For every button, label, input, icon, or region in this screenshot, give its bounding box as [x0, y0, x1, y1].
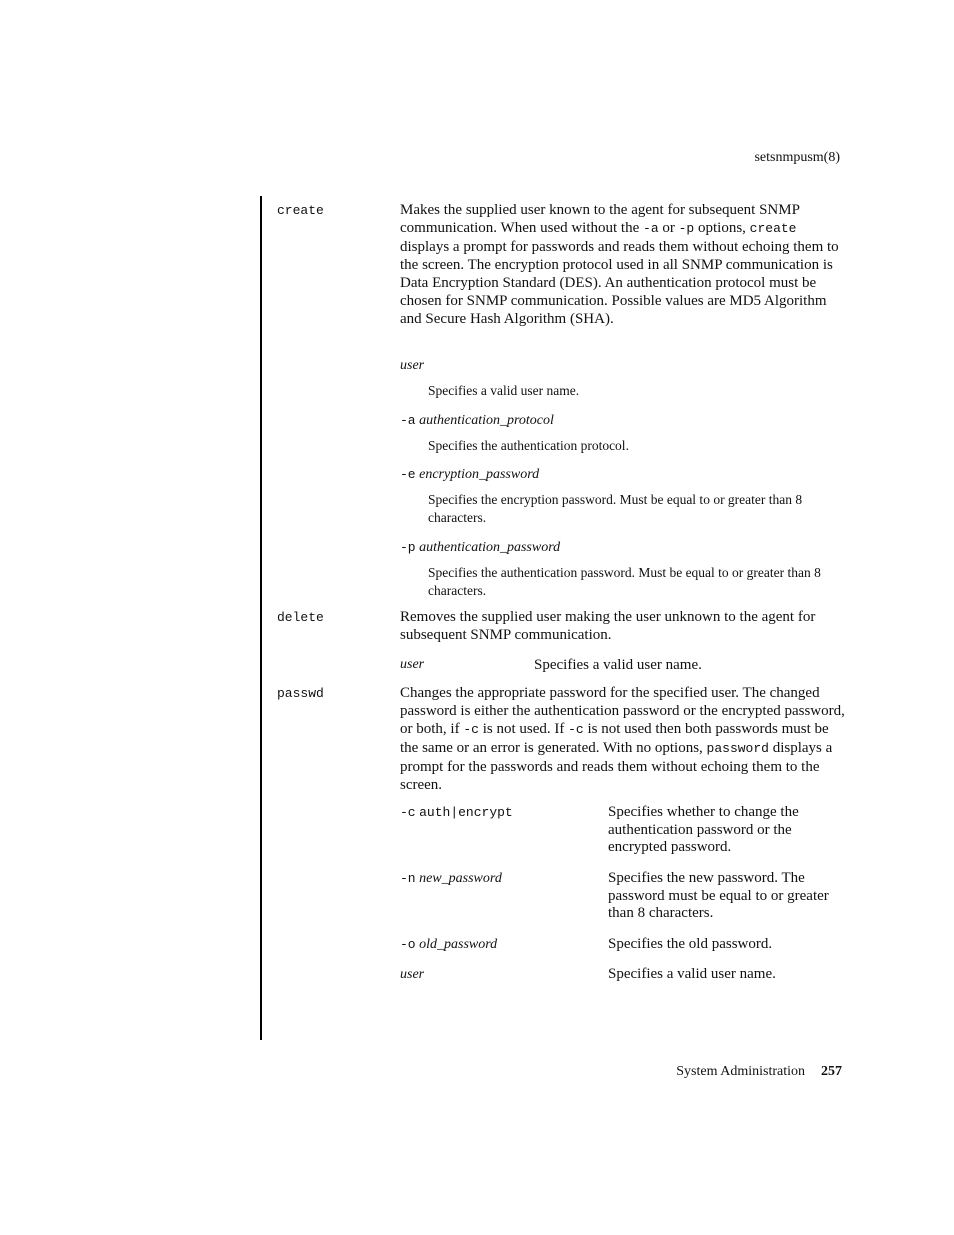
create-description: Makes the supplied user known to the agent for subsequent SNMP communication. When used without the -a or -p options, create displays a prompt for passwords and reads them without echoing them to the screen. The encryption protocol used in all SNMP communication is Data Encryption Standard (DES). An authentication protocol must be chosen for SNMP communication. Possible values are MD5 Algorithm and Secure Hash Algorithm (SHA). [400, 202, 839, 327]
password-cmd-ref: password [706, 741, 769, 756]
passwd-option-n: -n new_password [400, 871, 502, 886]
change-bar [260, 196, 262, 1040]
create-option-a-desc: Specifies the authentication protocol. [428, 438, 629, 453]
passwd-option-n-desc: Specifies the new password. The password must be equal to or greater than 8 characters. [608, 870, 829, 921]
subcommand-delete: delete [277, 610, 324, 625]
option-p-ref: -p [678, 221, 695, 236]
passwd-option-o-desc: Specifies the old password. [608, 936, 773, 952]
footer-section: System Administration [676, 1064, 805, 1079]
delete-user-arg: user [400, 657, 425, 672]
passwd-user-desc: Specifies a valid user name. [608, 966, 776, 982]
subcommand-passwd: passwd [277, 686, 324, 701]
create-option-p: -p authentication_password [400, 540, 561, 555]
create-cmd-ref: create [749, 221, 797, 236]
delete-user-desc: Specifies a valid user name. [534, 657, 702, 673]
passwd-description: Changes the appropriate password for the specified user. The changed password is either the authentication password or the encrypted password, or both, if -c is not used. If -c is not used then both passwords must be the same or an error is generated. With no options, password displays a prompt for the passwords and reads them without echoing them to the screen. [400, 685, 845, 793]
create-option-e-desc: Specifies the encryption password. Must be equal to or greater than 8 characters. [428, 492, 803, 525]
passwd-user-arg: user [400, 967, 425, 982]
page-footer [676, 1064, 842, 1080]
delete-description: Removes the supplied user making the user unknown to the agent for subsequent SNMP communication. [400, 609, 816, 643]
page-number: 257 [821, 1064, 842, 1079]
create-user-arg: user [400, 358, 425, 373]
passwd-option-o: -o old_password [400, 937, 498, 952]
option-c-ref-2: -c [568, 722, 584, 737]
running-header: setsnmpusm(8) [754, 150, 840, 165]
create-user-desc: Specifies a valid user name. [428, 383, 580, 398]
option-a-ref: -a [643, 221, 659, 236]
create-option-p-desc: Specifies the authentication password. Must be equal to or greater than 8 characters. [428, 565, 821, 598]
passwd-option-c-desc: Specifies whether to change the authentication password or the encrypted password. [608, 804, 799, 855]
subcommand-create: create [277, 203, 324, 218]
option-c-ref: -c [463, 722, 479, 737]
create-option-a: -a authentication_protocol [400, 413, 554, 428]
passwd-option-c: -c auth|encrypt [400, 805, 513, 820]
create-option-e: -e encryption_password [400, 467, 540, 482]
